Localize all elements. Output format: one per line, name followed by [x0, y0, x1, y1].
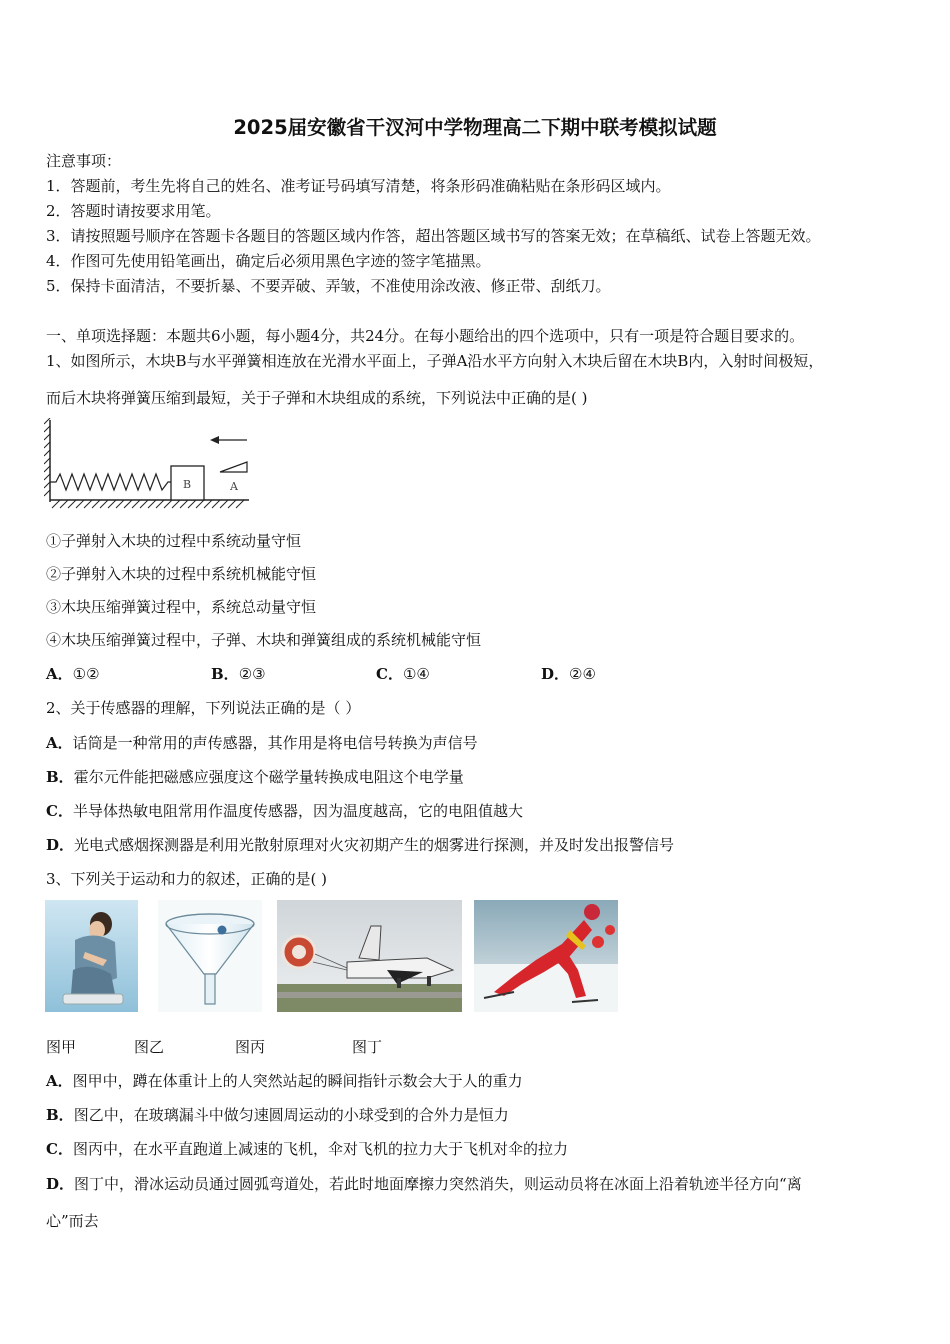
q1-statement: ④木块压缩弹簧过程中，子弹、木块和弹簧组成的系统机械能守恒: [46, 631, 482, 649]
q1-spring-block-figure: [44, 418, 254, 510]
q1-option-c: C．①④: [376, 665, 430, 683]
section-heading: 一、单项选择题：本题共6小题，每小题4分，共24分。在每小题给出的四个选项中，只有一项是符合题目要求的。: [46, 327, 805, 345]
q2-option-c: C．半导体热敏电阻常用作温度传感器，因为温度越高，它的电阻值越大: [46, 802, 523, 820]
q3-option-c: C．图丙中，在水平直跑道上减速的飞机，伞对飞机的拉力大于飞机对伞的拉力: [46, 1140, 568, 1158]
q1-statement: ③木块压缩弹簧过程中，系统总动量守恒: [46, 598, 317, 616]
shuttle-parachute-image: [277, 900, 462, 1012]
speed-skater-image: [474, 900, 618, 1012]
q2-stem: 2、关于传感器的理解，下列说法正确的是（ ）: [46, 699, 361, 717]
q1-option-a: A．①②: [46, 665, 100, 683]
person-on-scale-image: [45, 900, 138, 1012]
caption-bing: 图丙: [235, 1038, 266, 1056]
q3-option-a: A．图甲中，蹲在体重计上的人突然站起的瞬间指针示数会大于人的重力: [46, 1072, 523, 1090]
q2-option-a: A．话筒是一种常用的声传感器，其作用是将电信号转换为声信号: [46, 734, 478, 752]
notice-heading: 注意事项：: [46, 152, 122, 170]
notice-item: 2．答题时请按要求用笔。: [46, 202, 221, 220]
q2-option-d: D．光电式感烟探测器是利用光散射原理对火灾初期产生的烟雾进行探测，并及时发出报警信号: [46, 836, 675, 854]
q1-statement: ①子弹射入木块的过程中系统动量守恒: [46, 532, 302, 550]
caption-ding: 图丁: [352, 1038, 383, 1056]
caption-jia: 图甲: [46, 1038, 77, 1056]
q2-option-b: B．霍尔元件能把磁感应强度这个磁学量转换成电阻这个电学量: [46, 768, 464, 786]
q1-option-b: B．②③: [211, 665, 266, 683]
q3-option-d: D．图丁中，滑冰运动员通过圆弧弯道处，若此时地面摩擦力突然消失，则运动员将在冰面上沿着轨迹半径方向“离: [46, 1175, 802, 1193]
notice-item: 3．请按照题号顺序在答题卡各题目的答题区域内作答，超出答题区域书写的答案无效；在草稿纸、试卷上答题无效。: [46, 227, 821, 245]
glass-funnel-image: [158, 900, 262, 1012]
notice-item: 1．答题前，考生先将自己的姓名、准考证号码填写清楚，将条形码准确粘贴在条形码区域内。: [46, 177, 671, 195]
notice-item: 4．作图可先使用铅笔画出，确定后必须用黑色字迹的签字笔描黑。: [46, 252, 491, 270]
notice-item: 5．保持卡面清洁，不要折暴、不要弄破、弄皱，不准使用涂改液、修正带、刮纸刀。: [46, 277, 611, 295]
page-title: 2025届安徽省干汊河中学物理高二下期中联考模拟试题: [233, 116, 717, 139]
q3-option-d-continued: 心”而去: [46, 1212, 99, 1230]
q3-stem: 3、下列关于运动和力的叙述，正确的是( ): [46, 870, 328, 888]
q1-option-d: D．②④: [541, 665, 596, 683]
q1-statement: ②子弹射入木块的过程中系统机械能守恒: [46, 565, 317, 583]
q3-option-b: B．图乙中，在玻璃漏斗中做匀速圆周运动的小球受到的合外力是恒力: [46, 1106, 509, 1124]
caption-yi: 图乙: [134, 1038, 165, 1056]
q1-stem-line1: 1、如图所示，木块B与水平弹簧相连放在光滑水平面上，子弹A沿水平方向射入木块后留在木块B内，入射时间极短，: [46, 352, 824, 370]
q1-stem-line2: 而后木块将弹簧压缩到最短，关于子弹和木块组成的系统，下列说法中正确的是( ): [46, 389, 588, 407]
block-b-label: B: [182, 478, 192, 491]
bullet-a-label: A: [230, 480, 238, 493]
